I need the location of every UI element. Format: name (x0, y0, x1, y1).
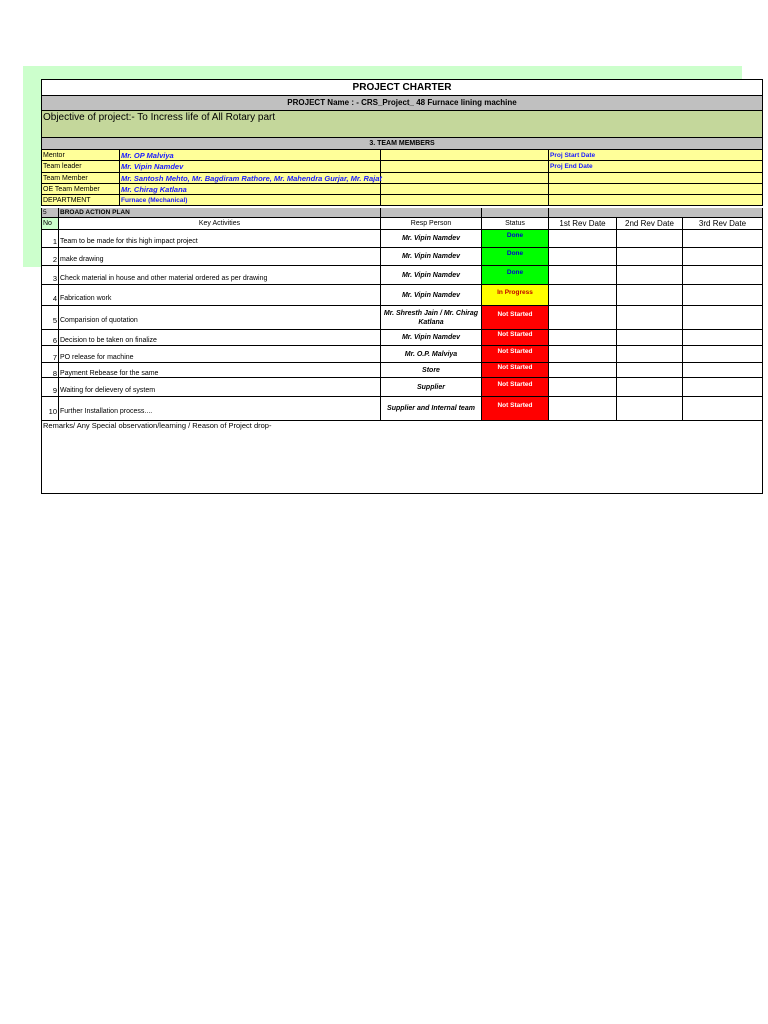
action-status-badge: Not Started (482, 397, 549, 420)
team-row-blank (381, 173, 549, 183)
action-3rd-rev-date (683, 346, 762, 362)
remarks-box (41, 421, 763, 494)
team-role-label: DEPARTMENT (42, 195, 120, 205)
action-row (41, 330, 763, 346)
remarks-label: Remarks/ Any Special observation/learning / Reason of Project drop- (43, 421, 272, 430)
action-resp-person (381, 248, 482, 265)
action-3rd-rev-date (683, 306, 762, 329)
action-status-badge: Done (482, 230, 549, 247)
action-status-badge: Not Started (482, 346, 549, 362)
action-resp-text: Mr. Vipin Namdev (401, 334, 461, 341)
project-name-row (41, 96, 763, 111)
col-resp-person: Resp Person (381, 218, 482, 229)
action-no: 1 (42, 230, 59, 247)
team-row-blank (381, 184, 549, 194)
action-resp-person (381, 266, 482, 284)
action-1st-rev-date (549, 266, 617, 284)
team-row (41, 173, 763, 184)
team-members-header (41, 138, 763, 150)
title-row (41, 79, 763, 96)
action-resp-text: Mr. Vipin Namdev (401, 291, 461, 299)
action-no: 2 (42, 248, 59, 265)
action-1st-rev-date (549, 306, 617, 329)
team-row-blank (381, 195, 549, 205)
action-status-badge: Done (482, 266, 549, 284)
action-1st-rev-date (549, 363, 617, 377)
objective-row (41, 111, 763, 138)
action-3rd-rev-date (683, 285, 762, 305)
project-objective: Objective of project:- To Incress life of All Rotary part (43, 112, 276, 123)
action-status-badge: Not Started (482, 330, 549, 345)
team-row-blank (381, 161, 549, 172)
team-members-title: 3. TEAM MEMBERS (369, 140, 435, 147)
action-3rd-rev-date (683, 397, 762, 420)
action-resp-text: Mr. Shresth Jain / Mr. Chirag Katlana (383, 309, 479, 326)
team-side-label (549, 195, 762, 205)
action-row (41, 378, 763, 397)
team-side-label: Proj Start Date (550, 152, 596, 159)
action-resp-person (381, 363, 482, 377)
action-no: 5 (42, 306, 59, 329)
action-2nd-rev-date (617, 346, 683, 362)
action-plan-header (41, 208, 763, 218)
action-resp-person (381, 378, 482, 396)
team-member-value: Furnace (Mechanical) (120, 195, 381, 205)
action-plan-title: BROAD ACTION PLAN (59, 208, 381, 217)
action-1st-rev-date (549, 346, 617, 362)
team-side-label: Proj End Date (550, 163, 593, 170)
action-activity: Comparision of quotation (59, 306, 381, 329)
action-2nd-rev-date (617, 230, 683, 247)
action-2nd-rev-date (617, 285, 683, 305)
action-3rd-rev-date (683, 266, 762, 284)
action-resp-text: Mr. Vipin Namdev (401, 235, 461, 242)
action-no: 8 (42, 363, 59, 377)
project-name: PROJECT Name : - CRS_Project_ 48 Furnace lining machine (287, 98, 517, 107)
action-3rd-rev-date (683, 230, 762, 247)
action-resp-person (381, 346, 482, 362)
team-side-label (549, 173, 762, 183)
team-row (41, 195, 763, 206)
action-3rd-rev-date (683, 248, 762, 265)
action-status-badge: Not Started (482, 363, 549, 377)
action-status-badge: In Progress (482, 285, 549, 305)
action-2nd-rev-date (617, 266, 683, 284)
col-no: No (42, 218, 59, 229)
team-member-value: Mr. Vipin Namdev (120, 161, 381, 172)
action-1st-rev-date (549, 330, 617, 345)
team-role-label: OE Team Member (42, 184, 120, 194)
action-2nd-rev-date (617, 306, 683, 329)
action-resp-person (381, 330, 482, 345)
sheet-left-band (23, 95, 41, 267)
action-no: 9 (42, 378, 59, 396)
action-row (41, 248, 763, 266)
col-1st-rev-date: 1st Rev Date (549, 218, 617, 229)
action-no: 10 (42, 397, 59, 420)
team-role-label: Team leader (42, 161, 120, 172)
action-resp-text: Mr. O.P. Malviya (404, 350, 458, 358)
action-no: 4 (42, 285, 59, 305)
action-2nd-rev-date (617, 363, 683, 377)
team-member-value: Mr. OP Malviya (120, 150, 381, 160)
team-row (41, 184, 763, 195)
action-resp-text: Supplier and Internal team (387, 405, 475, 412)
team-row-blank (381, 150, 549, 160)
action-row (41, 363, 763, 378)
action-plan-header-blank (381, 208, 482, 217)
action-1st-rev-date (549, 230, 617, 247)
action-activity: Waiting for delievery of system (59, 378, 381, 396)
col-status: Status (482, 218, 549, 229)
action-2nd-rev-date (617, 378, 683, 396)
action-no: 6 (42, 330, 59, 345)
action-resp-text: Mr. Vipin Namdev (401, 253, 461, 260)
action-1st-rev-date (549, 378, 617, 396)
action-row (41, 306, 763, 330)
action-no: 3 (42, 266, 59, 284)
action-plan-header-blank (482, 208, 549, 217)
action-plan-columns (41, 218, 763, 230)
action-resp-person (381, 397, 482, 420)
team-member-value: Mr. Santosh Mehto, Mr. Bagdiram Rathore, Mr. Mahendra Gurjar, Mr. Rajat (121, 174, 382, 183)
action-1st-rev-date (549, 397, 617, 420)
action-status-badge: Not Started (482, 306, 549, 329)
page-title: PROJECT CHARTER (352, 82, 452, 93)
action-status-badge: Done (482, 248, 549, 265)
team-member-value: Mr. Chirag Katlana (120, 184, 381, 194)
col-2nd-rev-date: 2nd Rev Date (617, 218, 683, 229)
action-row (41, 230, 763, 248)
col-3rd-rev-date: 3rd Rev Date (683, 218, 762, 229)
action-2nd-rev-date (617, 330, 683, 345)
action-2nd-rev-date (617, 397, 683, 420)
team-role-label: Mentor (42, 150, 120, 160)
action-status-badge: Not Started (482, 378, 549, 396)
team-row (41, 150, 763, 161)
action-resp-person (381, 285, 482, 305)
action-activity: Team to be made for this high impact project (59, 230, 381, 247)
action-row (41, 346, 763, 363)
project-charter-sheet (23, 66, 747, 494)
action-3rd-rev-date (683, 363, 762, 377)
action-activity: Decision to be taken on finalize (59, 330, 381, 345)
action-resp-text: Mr. Vipin Namdev (401, 271, 461, 279)
action-activity: PO release for machine (59, 346, 381, 362)
action-2nd-rev-date (617, 248, 683, 265)
action-activity: Payment Rebease for the same (59, 363, 381, 377)
action-plan-section-no: 5 (42, 208, 59, 217)
action-3rd-rev-date (683, 378, 762, 396)
action-row (41, 397, 763, 421)
action-resp-person (381, 230, 482, 247)
col-key-activities: Key Activities (59, 218, 381, 229)
action-activity: Further Installation process.... (59, 397, 381, 420)
action-resp-text: Supplier (416, 383, 445, 391)
action-row (41, 266, 763, 285)
action-1st-rev-date (549, 248, 617, 265)
action-resp-person (381, 306, 482, 329)
action-resp-text: Store (422, 366, 440, 374)
action-row (41, 285, 763, 306)
action-no: 7 (42, 346, 59, 362)
action-1st-rev-date (549, 285, 617, 305)
team-role-label: Team Member (42, 173, 120, 183)
team-side-label (549, 184, 762, 194)
action-activity: make drawing (59, 248, 381, 265)
action-activity: Fabrication work (59, 285, 381, 305)
team-row (41, 161, 763, 173)
action-3rd-rev-date (683, 330, 762, 345)
action-activity: Check material in house and other material ordered as per drawing (59, 266, 381, 284)
